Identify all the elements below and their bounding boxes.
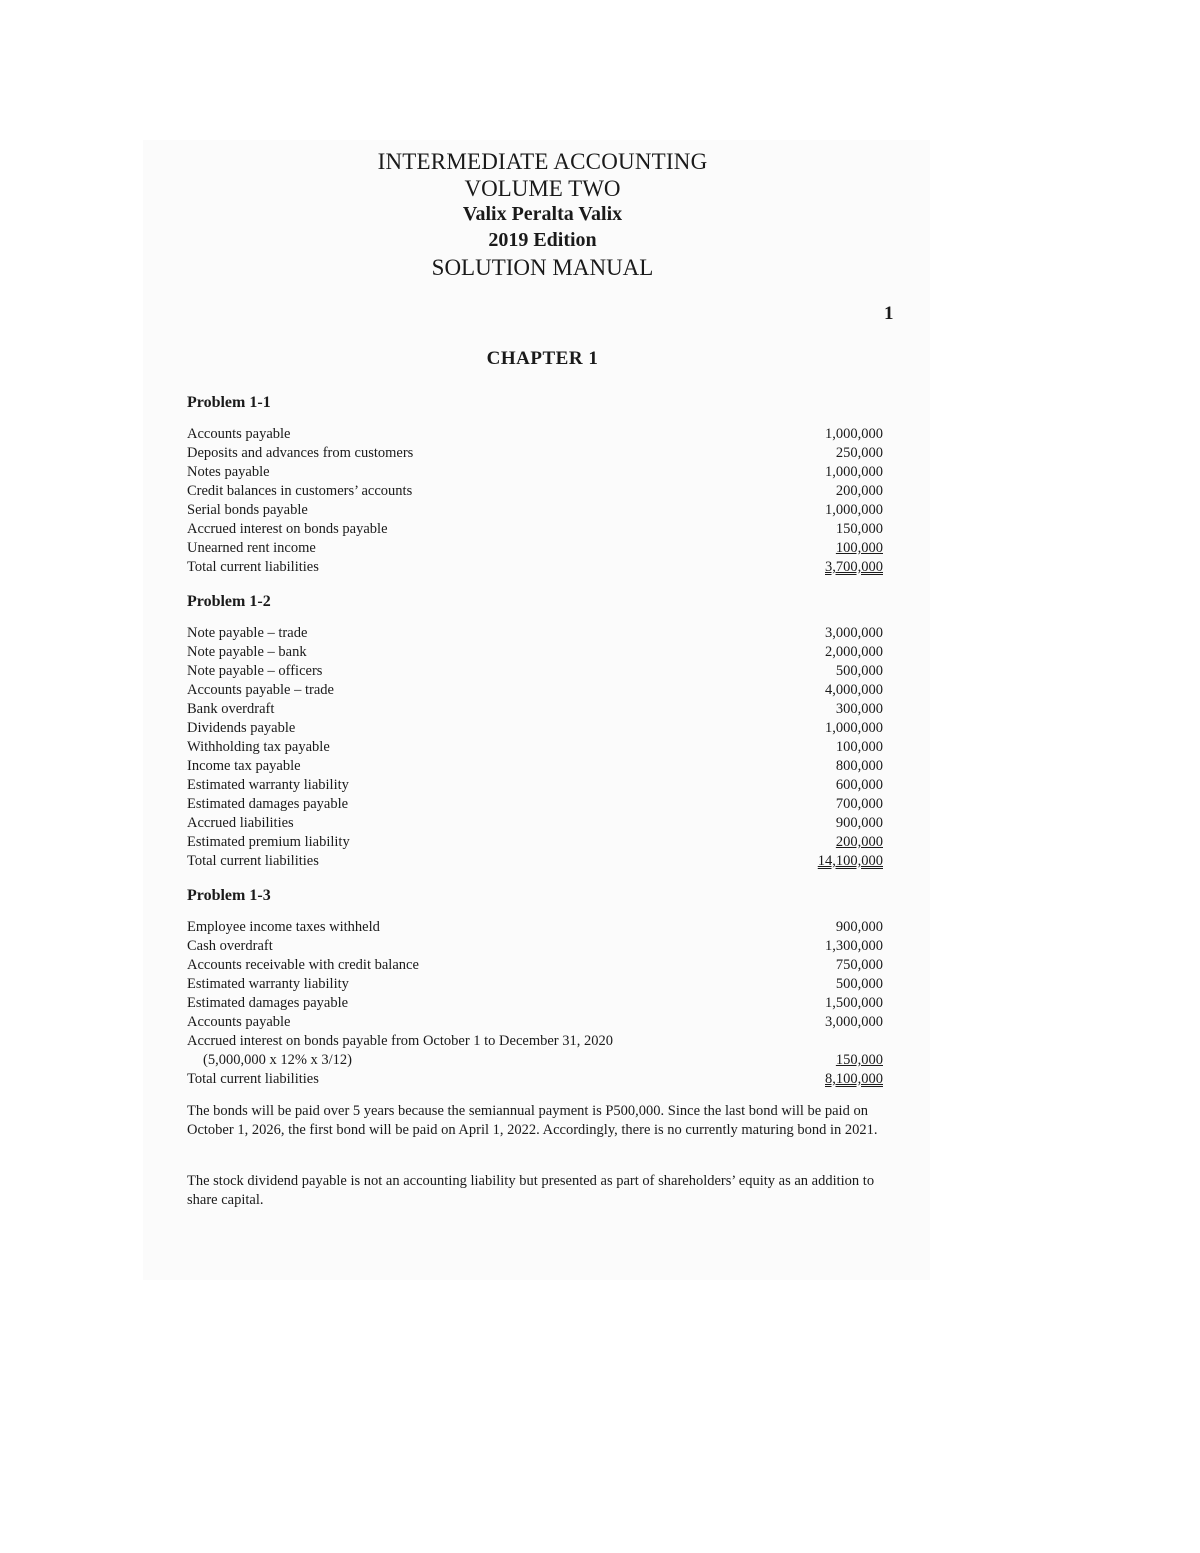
list-item	[187, 918, 883, 937]
item-label: Estimated damages payable	[187, 995, 349, 1011]
list-item	[187, 425, 883, 444]
list-item	[187, 681, 883, 700]
manual-title: SOLUTION MANUAL	[431, 255, 654, 280]
item-label: Accounts payable	[187, 1014, 291, 1030]
item-amount: 200,000	[835, 483, 883, 499]
item-amount: 2,000,000	[825, 644, 883, 660]
item-amount: 100,000	[835, 739, 883, 755]
item-amount: 900,000	[835, 919, 883, 935]
list-item	[187, 662, 883, 681]
total-amount: 8,100,000	[825, 1071, 883, 1087]
list-item	[187, 444, 883, 463]
item-label: Accounts payable – trade	[187, 682, 334, 698]
item-label: Note payable – officers	[187, 663, 323, 679]
item-amount: 200,000	[835, 834, 883, 850]
item-amount: 3,000,000	[825, 625, 883, 641]
item-label: Employee income taxes withheld	[187, 919, 380, 935]
list-item	[187, 975, 883, 994]
item-label: (5,000,000 x 12% x 3/12)	[203, 1052, 353, 1068]
item-label: Deposits and advances from customers	[187, 445, 414, 461]
item-label: Cash overdraft	[187, 938, 273, 954]
list-item	[187, 520, 883, 539]
item-amount: 500,000	[835, 976, 883, 992]
item-amount: 1,500,000	[825, 995, 883, 1011]
item-label: Estimated damages payable	[187, 796, 349, 812]
item-label: Estimated premium liability	[187, 834, 350, 850]
chapter-heading: CHAPTER 1	[486, 348, 599, 369]
item-label: Accrued interest on bonds payable from October 1 to December 31, 2020	[187, 1033, 614, 1049]
item-label: Serial bonds payable	[187, 502, 308, 518]
item-label: Accrued interest on bonds payable	[187, 521, 388, 537]
item-label: Withholding tax payable	[187, 739, 330, 755]
list-item	[187, 719, 883, 738]
item-label: Accounts receivable with credit balance	[187, 957, 419, 973]
list-item	[187, 833, 883, 852]
list-item	[187, 814, 883, 833]
item-amount: 150,000	[835, 1052, 883, 1068]
item-amount: 750,000	[835, 957, 883, 973]
list-item	[187, 700, 883, 719]
item-amount: 250,000	[835, 445, 883, 461]
list-item	[187, 1032, 883, 1051]
item-amount: 1,000,000	[825, 720, 883, 736]
item-label: Accrued liabilities	[187, 815, 294, 831]
item-label: Accounts payable	[187, 426, 291, 442]
item-label: Income tax payable	[187, 758, 301, 774]
note-paragraph-stock-dividend: The stock dividend payable is not an accounting liability but presented as part of shareholders’ equity as an addition to share capital.	[187, 1173, 875, 1208]
item-label: Estimated warranty liability	[187, 777, 349, 793]
total-amount: 14,100,000	[817, 853, 883, 869]
list-item	[187, 994, 883, 1013]
item-amount: 700,000	[835, 796, 883, 812]
authors: Valix Peralta Valix	[462, 203, 623, 225]
item-amount: 500,000	[835, 663, 883, 679]
item-amount: 600,000	[835, 777, 883, 793]
list-item	[187, 738, 883, 757]
item-amount: 3,000,000	[825, 1014, 883, 1030]
item-label: Dividends payable	[187, 720, 296, 736]
list-item	[187, 463, 883, 482]
total-amount: 3,700,000	[825, 559, 883, 575]
problem-1-2-title: Problem 1-2	[187, 593, 271, 610]
problem-1-3-list	[187, 918, 883, 1089]
problem-1-1-title: Problem 1-1	[187, 394, 271, 411]
list-item	[187, 501, 883, 520]
problem-1-2-list	[187, 624, 883, 871]
total-row	[187, 852, 883, 871]
list-item	[187, 1051, 883, 1070]
list-item	[187, 757, 883, 776]
item-label: Credit balances in customers’ accounts	[187, 483, 413, 499]
problem-1-1-list	[187, 425, 883, 577]
item-amount: 800,000	[835, 758, 883, 774]
list-item	[187, 1013, 883, 1032]
volume-title: VOLUME TWO	[464, 176, 621, 201]
item-amount: 1,000,000	[825, 426, 883, 442]
item-amount: 1,000,000	[825, 502, 883, 518]
edition: 2019 Edition	[488, 229, 597, 251]
item-label: Unearned rent income	[187, 540, 316, 556]
item-amount: 900,000	[835, 815, 883, 831]
list-item	[187, 643, 883, 662]
item-amount: 1,000,000	[825, 464, 883, 480]
total-label: Total current liabilities	[187, 1071, 319, 1087]
item-amount: 4,000,000	[825, 682, 883, 698]
list-item	[187, 776, 883, 795]
total-row	[187, 558, 883, 577]
list-item	[187, 624, 883, 643]
item-label: Note payable – bank	[187, 644, 307, 660]
item-label: Estimated warranty liability	[187, 976, 349, 992]
list-item	[187, 482, 883, 501]
list-item	[187, 795, 883, 814]
note-paragraph-bonds: The bonds will be paid over 5 years because the semiannual payment is P500,000. Since the last bond will be paid on October 1, 2026, the first bond will be paid on April 1, 2022. Accordingly, there is no currently maturing bond in 2021.	[187, 1103, 878, 1138]
item-label: Bank overdraft	[187, 701, 275, 717]
list-item	[187, 539, 883, 558]
total-label: Total current liabilities	[187, 559, 319, 575]
item-amount: 100,000	[835, 540, 883, 556]
item-amount: 300,000	[835, 701, 883, 717]
book-title: INTERMEDIATE ACCOUNTING	[377, 149, 708, 174]
item-label: Notes payable	[187, 464, 270, 480]
list-item	[187, 937, 883, 956]
problem-1-3-title: Problem 1-3	[187, 887, 271, 904]
total-row	[187, 1070, 883, 1089]
total-label: Total current liabilities	[187, 853, 319, 869]
item-amount: 1,300,000	[825, 938, 883, 954]
list-item	[187, 956, 883, 975]
page-number: 1	[884, 303, 894, 324]
item-label: Note payable – trade	[187, 625, 308, 641]
item-amount: 150,000	[835, 521, 883, 537]
